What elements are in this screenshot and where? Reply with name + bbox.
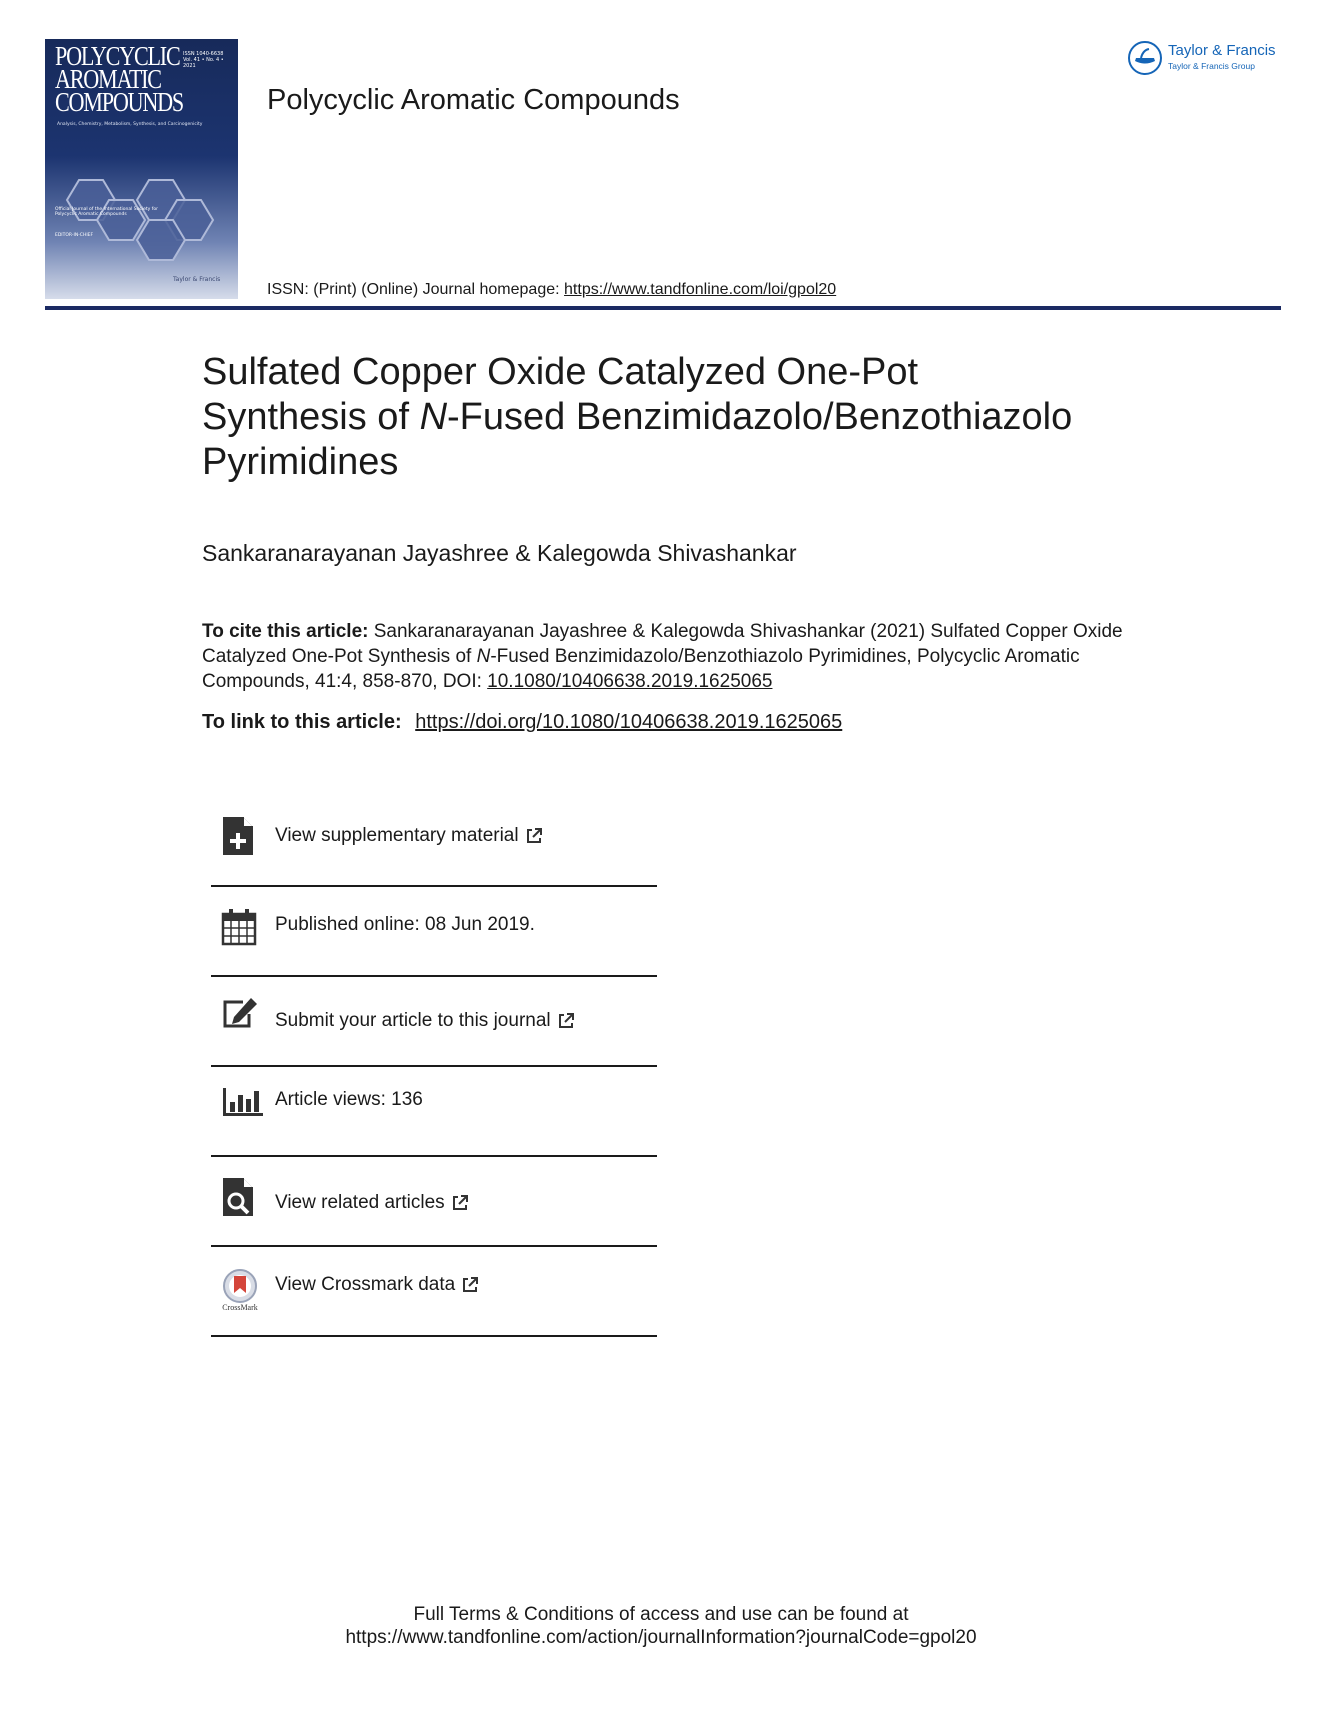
- row-divider: [211, 1335, 657, 1337]
- row-label: [275, 825, 543, 847]
- citation-text: Sankaranarayanan Jayashree & Kalegowda Shivashankar (2021) Sulfated Copper Oxide Catalyzed One-Pot Synthesis of: [202, 621, 1123, 667]
- row-label-text: View supplementary material: [275, 825, 519, 846]
- citation-text: -Fused Benzimidazolo/Benzothiazolo Pyrimidines, Polycyclic Aromatic Compounds, 41:4, 858-870, DOI:: [202, 646, 1080, 692]
- article-title-line: Sulfated Copper Oxide Catalyzed One-Pot: [202, 351, 919, 393]
- publisher-name: Taylor & Francis: [1168, 42, 1276, 59]
- external-link-icon: [557, 1012, 575, 1030]
- article-title-line: Pyrimidines: [202, 441, 399, 483]
- file-plus-icon: [221, 815, 255, 857]
- link-label: To link to this article:: [202, 711, 402, 733]
- cover-official: Official Journal of the International Society for Polycyclic Aromatic Compounds: [55, 207, 158, 217]
- row-label: [275, 1010, 575, 1032]
- row-submit-article[interactable]: [211, 976, 657, 1064]
- row-label: [275, 1192, 469, 1214]
- footer-line: Full Terms & Conditions of access and use can be found at: [413, 1604, 909, 1625]
- row-label: [275, 1274, 479, 1296]
- row-supplementary-material[interactable]: [211, 795, 657, 883]
- citation-label: To cite this article:: [202, 621, 369, 642]
- article-title-text: -Fused Benzimidazolo/Benzothiazolo: [447, 396, 1073, 438]
- cover-issn-text: ISSN 1040-6638: [183, 51, 224, 57]
- publisher-group: Taylor & Francis Group: [1168, 61, 1255, 71]
- article-title: [202, 350, 1162, 485]
- bar-chart-icon: [221, 1086, 265, 1118]
- row-label-text: View related articles: [275, 1192, 445, 1213]
- external-link-icon: [461, 1276, 479, 1294]
- external-link-icon: [525, 827, 543, 845]
- citation-block: [202, 619, 1162, 694]
- citation-italic: N: [476, 646, 491, 667]
- issn-label: ISSN: (Print) (Online) Journal homepage:: [267, 281, 560, 298]
- row-label-text: Submit your article to this journal: [275, 1010, 551, 1031]
- row-label: Published online: 08 Jun 2019.: [275, 914, 535, 935]
- crossmark-caption: CrossMark: [222, 1303, 258, 1312]
- row-label-text: View Crossmark data: [275, 1274, 456, 1295]
- row-article-views: [211, 1066, 657, 1154]
- crossmark-icon: [221, 1268, 261, 1312]
- cover-title: [55, 41, 183, 117]
- article-title-italic: N: [419, 396, 448, 438]
- article-title-line: [202, 395, 1162, 440]
- header-divider: [45, 306, 1281, 310]
- cover-volume: Vol. 41 • No. 4 • 2021: [183, 57, 224, 69]
- cover-issn: [183, 51, 233, 69]
- external-link-icon: [451, 1194, 469, 1212]
- search-document-icon: [221, 1176, 255, 1218]
- row-label: Article views: 136: [275, 1089, 423, 1110]
- article-doi-link[interactable]: https://doi.org/10.1080/10406638.2019.1625065: [415, 711, 843, 733]
- cover-title-line: COMPOUNDS: [55, 87, 183, 117]
- row-published-online: [211, 886, 657, 974]
- journal-homepage-link[interactable]: https://www.tandfonline.com/loi/gpol20: [564, 281, 837, 298]
- publisher-logo[interactable]: [1127, 38, 1287, 78]
- footer-terms-link[interactable]: https://www.tandfonline.com/action/journalInformation?journalCode=gpol20: [345, 1627, 977, 1648]
- publisher-logo-icon: [1127, 40, 1163, 76]
- journal-title: Polycyclic Aromatic Compounds: [267, 84, 680, 116]
- footer: [0, 1603, 1322, 1649]
- citation-doi-link[interactable]: 10.1080/10406638.2019.1625065: [487, 671, 773, 692]
- calendar-icon: [221, 908, 257, 946]
- cover-subtitle: Analysis, Chemistry, Metabolism, Synthesis, and Carcinogenicity: [57, 122, 203, 127]
- authors: Sankaranarayanan Jayashree & Kalegowda Shivashankar: [202, 540, 797, 566]
- row-crossmark[interactable]: [211, 1246, 657, 1334]
- cover-editors: EDITOR-IN-CHIEF: [55, 233, 94, 238]
- edit-icon: [221, 996, 259, 1030]
- journal-cover: [45, 39, 238, 299]
- row-related-articles[interactable]: [211, 1156, 657, 1244]
- cover-title-line: AROMATIC: [55, 64, 161, 94]
- article-link-line: [202, 711, 842, 734]
- issn-line: [267, 281, 836, 299]
- cover-title-line: POLYCYCLIC: [55, 41, 180, 71]
- cover-publisher: Taylor & Francis: [173, 276, 221, 283]
- article-title-text: Synthesis of: [202, 396, 420, 438]
